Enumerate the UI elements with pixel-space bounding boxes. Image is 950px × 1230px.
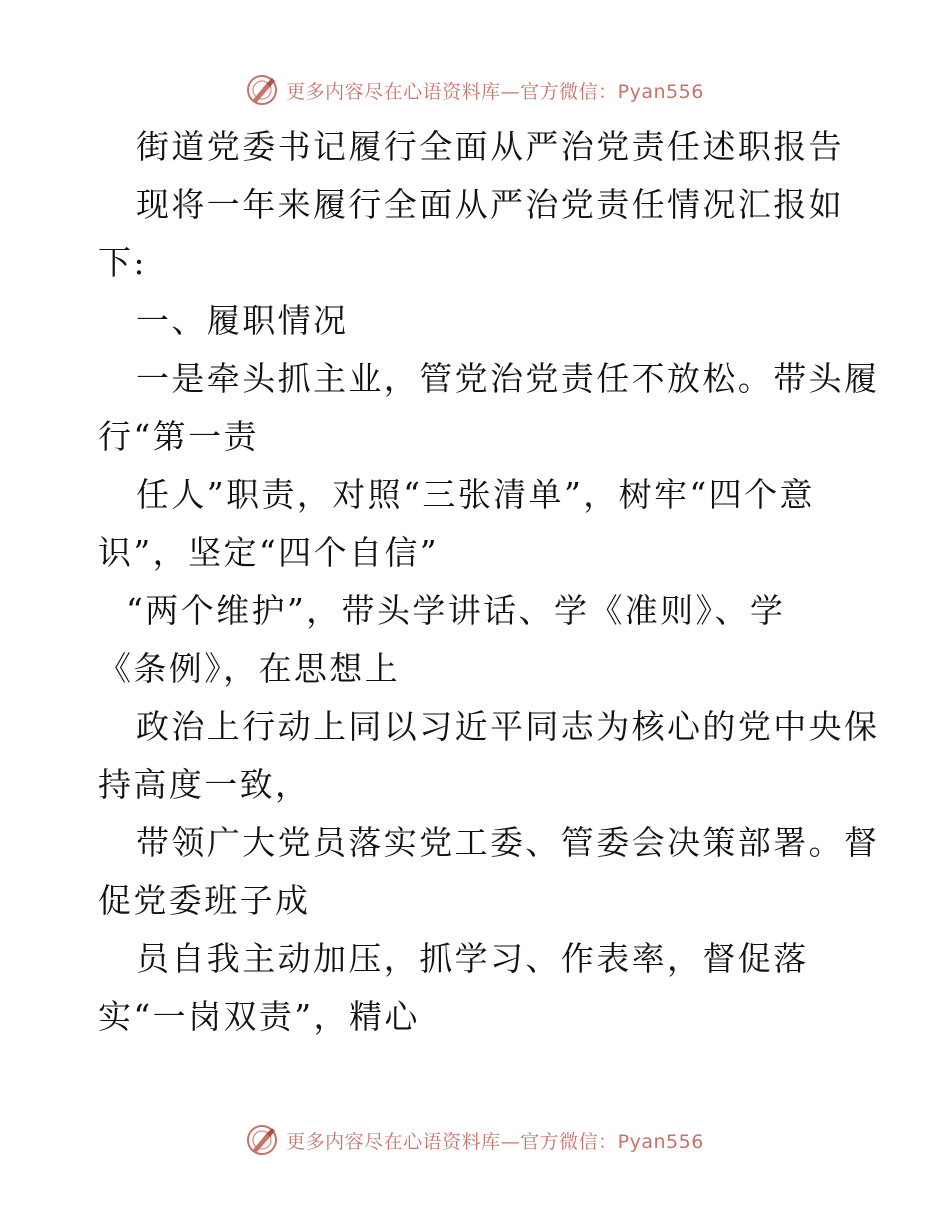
- pen-logo-icon: [246, 74, 278, 106]
- paragraph-line: 《条例》，在思想上: [98, 649, 401, 688]
- watermark-wechat-id: Pyan556: [617, 1130, 704, 1153]
- pen-logo-icon: [246, 1124, 278, 1156]
- paragraph-line: 一是牵头抓主业，管党治党责任不放松。带头履: [136, 359, 880, 398]
- paragraph-line: 带领广大党员落实党工委、管委会决策部署。督: [136, 823, 880, 862]
- paragraph-line: 实“一岗双责”，精心: [98, 997, 420, 1036]
- document-title: 街道党委书记履行全面从严治党责任述职报告: [136, 127, 844, 166]
- paragraph-line: 政治上行动上同以习近平同志为核心的党中央保: [136, 707, 880, 746]
- watermark-text: 更多内容尽在心语资料库—官方微信：Pyan556: [286, 1130, 704, 1153]
- watermark-text: 更多内容尽在心语资料库—官方微信：Pyan556: [286, 80, 704, 103]
- paragraph-line: 促党委班子成: [98, 881, 311, 920]
- paragraph-line: 下:: [98, 243, 147, 282]
- paragraph-line: 员自我主动加压，抓学习、作表率，督促落: [136, 939, 809, 978]
- watermark-wechat-id: Pyan556: [617, 80, 704, 103]
- paragraph-line: 行“第一责: [98, 417, 259, 456]
- paragraph-line: 持高度一致，: [98, 765, 311, 804]
- watermark-header: [0, 70, 950, 110]
- document-body: [98, 118, 880, 1046]
- paragraph-line: 任人”职责，对照“三张清单”，树牢“四个意: [136, 475, 815, 514]
- paragraph-line: 识”，坚定“四个自信”: [98, 533, 440, 572]
- watermark-footer: [0, 1120, 950, 1160]
- paragraph-line: “两个维护”，带头学讲话、学《准则》、学: [126, 591, 786, 630]
- paragraph-line: 现将一年来履行全面从严治党责任情况汇报如: [136, 185, 844, 224]
- section-heading: 一、履职情况: [136, 301, 349, 340]
